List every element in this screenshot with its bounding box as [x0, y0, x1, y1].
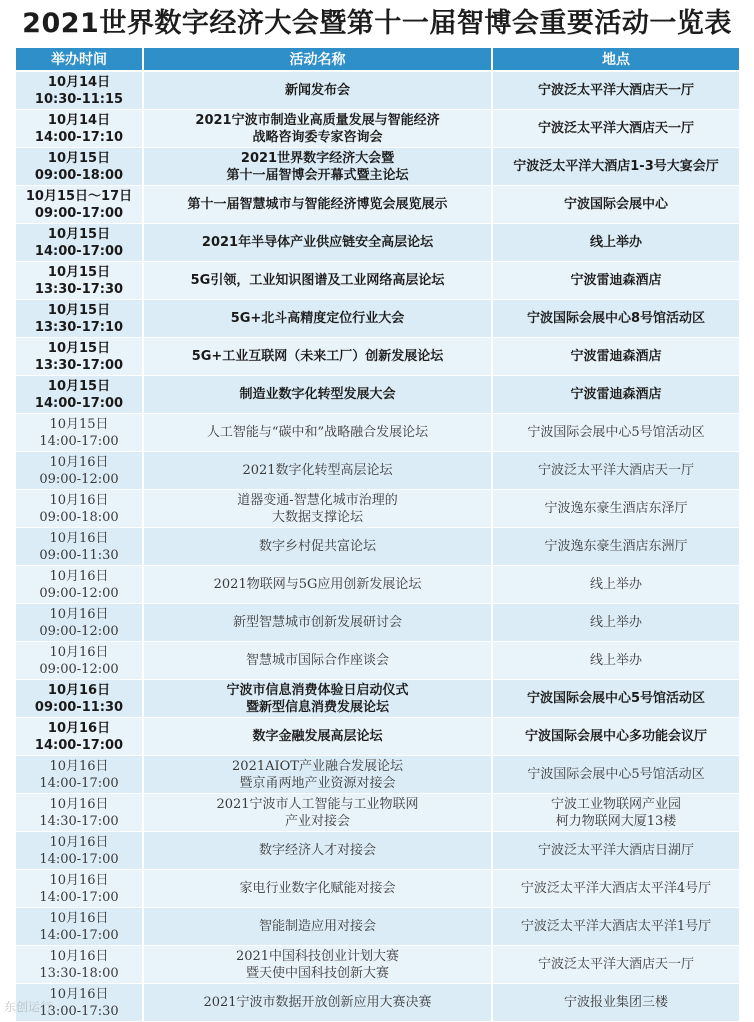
cell-name — [144, 262, 491, 299]
event-time: 14:00-17:00 — [34, 243, 124, 259]
event-name-line1: 数字乡村促共富论坛 — [258, 539, 376, 554]
cell-time — [16, 794, 142, 831]
event-name-line2: 产业对接会 — [284, 813, 350, 829]
event-name-line1: 数字经济人才对接会 — [258, 843, 376, 858]
table-row — [16, 186, 739, 223]
event-time: 09:00-12:00 — [39, 661, 119, 677]
header-time: 举办时间 — [16, 48, 142, 70]
event-name-line2: 暨京甬两地产业资源对接会 — [239, 775, 396, 791]
event-location-line1: 宁波雷迪森酒店 — [570, 387, 662, 402]
cell-time — [16, 566, 142, 603]
event-location-line1: 宁波逸东豪生酒店东泽厅 — [544, 501, 688, 516]
cell-time — [16, 642, 142, 679]
event-name-line1: 数字金融发展高层论坛 — [252, 729, 383, 744]
cell-time — [16, 870, 142, 907]
table-row — [16, 832, 739, 869]
event-time: 13:30-18:00 — [39, 965, 119, 981]
table-row — [16, 110, 739, 147]
event-name-line1: 2021中国科技创业计划大赛 — [235, 948, 400, 964]
event-location-line1: 宁波泛太平洋大酒店太平洋1号厅 — [520, 919, 712, 934]
cell-name — [144, 452, 491, 489]
event-name-line2: 战略咨询委专家咨询会 — [252, 129, 383, 145]
cell-time — [16, 300, 142, 337]
table-row — [16, 566, 739, 603]
page-title: 2021世界数字经济大会暨第十一届智博会重要活动一览表 — [22, 8, 732, 39]
event-location-line1: 宁波雷迪森酒店 — [570, 349, 662, 364]
cell-location — [493, 984, 739, 1021]
cell-location — [493, 604, 739, 641]
event-date: 10月16日 — [49, 606, 109, 622]
event-date: 10月15日 — [47, 150, 111, 166]
event-name-line1: 5G引领，工业知识图谱及工业网络高层论坛 — [190, 273, 445, 288]
event-time: 14:00-17:00 — [39, 927, 119, 943]
cell-location — [493, 338, 739, 375]
cell-time — [16, 718, 142, 755]
cell-location — [493, 756, 739, 793]
event-date: 10月16日 — [49, 910, 109, 926]
cell-time — [16, 490, 142, 527]
cell-location — [493, 832, 739, 869]
event-location-line1: 宁波泛太平洋大酒店天一厅 — [537, 121, 694, 136]
table-row — [16, 870, 739, 907]
event-name-line2: 暨天使中国科技创新大赛 — [245, 965, 389, 981]
event-name-line1: 5G+工业互联网（未来工厂）创新发展论坛 — [191, 349, 444, 364]
event-time: 09:00-11:30 — [39, 547, 119, 563]
event-location-line2: 柯力物联网大厦13楼 — [555, 813, 677, 829]
event-location-line1: 宁波泛太平洋大酒店日湖厅 — [537, 843, 694, 858]
header-name: 活动名称 — [144, 48, 491, 70]
event-location-line1: 线上举办 — [589, 615, 642, 630]
event-location-line1: 宁波国际会展中心5号馆活动区 — [526, 691, 706, 706]
table-row — [16, 148, 739, 185]
table-row — [16, 300, 739, 337]
table-row — [16, 224, 739, 261]
cell-location — [493, 908, 739, 945]
event-date: 10月14日 — [47, 112, 111, 128]
cell-location — [493, 186, 739, 223]
cell-time — [16, 452, 142, 489]
event-date: 10月16日 — [47, 720, 111, 736]
event-name-line1: 2021宁波市数据开放创新应用大赛决赛 — [203, 995, 432, 1010]
cell-time — [16, 110, 142, 147]
event-date: 10月15日 — [47, 302, 111, 318]
event-date: 10月16日 — [49, 492, 109, 508]
event-name-line1: 2021宁波市人工智能与工业物联网 — [216, 796, 419, 812]
cell-location — [493, 224, 739, 261]
table-row — [16, 794, 739, 831]
table-row — [16, 756, 739, 793]
event-time: 09:00-12:00 — [39, 585, 119, 601]
event-name-line1: 人工智能与“碳中和”战略融合发展论坛 — [206, 425, 429, 440]
cell-location — [493, 946, 739, 983]
cell-location — [493, 718, 739, 755]
event-name-line1: 2021AIOT产业融合发展论坛 — [232, 758, 403, 774]
event-location-line1: 线上举办 — [589, 235, 642, 250]
cell-time — [16, 528, 142, 565]
table-row — [16, 452, 739, 489]
cell-time — [16, 604, 142, 641]
cell-name — [144, 376, 491, 413]
event-name-line1: 宁波市信息消费体验日启动仪式 — [226, 682, 409, 698]
cell-name — [144, 414, 491, 451]
cell-name — [144, 300, 491, 337]
event-date: 10月15日 — [47, 264, 111, 280]
table-row — [16, 946, 739, 983]
event-name-line1: 2021年半导体产业供应链安全高层论坛 — [201, 235, 434, 250]
cell-location — [493, 870, 739, 907]
event-date: 10月16日 — [49, 834, 109, 850]
cell-time — [16, 756, 142, 793]
table-row — [16, 642, 739, 679]
event-name-line1: 道器变通-智慧化城市治理的 — [237, 492, 398, 508]
cell-location — [493, 794, 739, 831]
event-time: 09:00-18:00 — [34, 167, 124, 183]
event-date: 10月15日 — [49, 416, 109, 432]
event-name-line1: 制造业数字化转型发展大会 — [239, 387, 396, 402]
event-name-line1: 新型智慧城市创新发展研讨会 — [232, 615, 402, 630]
cell-location — [493, 566, 739, 603]
event-name-line2: 大数据支撑论坛 — [271, 509, 363, 525]
table-row — [16, 490, 739, 527]
event-date: 10月16日 — [49, 530, 109, 546]
event-date: 10月16日 — [49, 758, 109, 774]
event-time: 13:00-17:30 — [39, 1003, 119, 1019]
table-row — [16, 604, 739, 641]
event-name-line1: 智慧城市国际合作座谈会 — [245, 653, 389, 668]
table-row — [16, 338, 739, 375]
cell-location — [493, 642, 739, 679]
event-name-line1: 2021数字化转型高层论坛 — [242, 463, 393, 478]
cell-location — [493, 414, 739, 451]
event-location-line1: 宁波国际会展中心8号馆活动区 — [526, 311, 706, 326]
cell-name — [144, 946, 491, 983]
event-date: 10月14日 — [47, 74, 111, 90]
event-date: 10月16日 — [49, 872, 109, 888]
table-row — [16, 984, 739, 1021]
event-time: 14:00-17:00 — [39, 889, 119, 905]
event-name-line1: 第十一届智慧城市与智能经济博览会展览展示 — [187, 197, 448, 212]
cell-location — [493, 148, 739, 185]
event-location-line1: 宁波逸东豪生酒店东洲厅 — [544, 539, 688, 554]
table-row — [16, 262, 739, 299]
table-row — [16, 718, 739, 755]
cell-location — [493, 376, 739, 413]
event-date: 10月16日 — [49, 568, 109, 584]
cell-name — [144, 148, 491, 185]
event-name-line1: 5G+北斗高精度定位行业大会 — [230, 311, 405, 326]
event-location-line1: 宁波泛太平洋大酒店1-3号大宴会厅 — [513, 159, 719, 174]
event-name-line1: 新闻发布会 — [284, 83, 350, 98]
cell-time — [16, 376, 142, 413]
event-time: 13:30-17:00 — [34, 357, 124, 373]
event-location-line1: 宁波工业物联网产业园 — [550, 796, 681, 812]
event-location-line1: 宁波国际会展中心5号馆活动区 — [527, 767, 705, 782]
cell-name — [144, 186, 491, 223]
cell-name — [144, 72, 491, 109]
event-time: 14:00-17:00 — [34, 395, 124, 411]
event-time: 14:00-17:00 — [39, 433, 119, 449]
event-time: 09:00-17:00 — [34, 205, 124, 221]
cell-time — [16, 338, 142, 375]
cell-location — [493, 490, 739, 527]
cell-name — [144, 794, 491, 831]
cell-time — [16, 224, 142, 261]
cell-location — [493, 300, 739, 337]
event-time: 13:30-17:30 — [34, 281, 124, 297]
table-body — [16, 72, 739, 1021]
cell-time — [16, 908, 142, 945]
cell-name — [144, 528, 491, 565]
cell-name — [144, 338, 491, 375]
event-location-line1: 宁波国际会展中心 — [563, 197, 668, 212]
cell-name — [144, 224, 491, 261]
cell-location — [493, 72, 739, 109]
event-location-line1: 宁波泛太平洋大酒店太平洋4号厅 — [520, 881, 712, 896]
table-row — [16, 72, 739, 109]
table-header — [16, 48, 739, 70]
event-date: 10月16日 — [49, 454, 109, 470]
event-location-line1: 宁波泛太平洋大酒店天一厅 — [537, 83, 694, 98]
event-date: 10月16日 — [49, 948, 109, 964]
event-date: 10月16日 — [47, 682, 111, 698]
cell-name — [144, 604, 491, 641]
cell-time — [16, 946, 142, 983]
event-location-line1: 线上举办 — [589, 653, 642, 668]
watermark: 东创运行 — [4, 1000, 53, 1014]
cell-name — [144, 756, 491, 793]
cell-location — [493, 452, 739, 489]
cell-time — [16, 72, 142, 109]
events-table — [16, 48, 739, 1022]
event-location-line1: 宁波泛太平洋大酒店天一厅 — [537, 957, 694, 972]
event-date: 10月15日 — [47, 378, 111, 394]
event-date: 10月15日～17日 — [25, 188, 133, 204]
cell-time — [16, 148, 142, 185]
cell-name — [144, 680, 491, 717]
cell-name — [144, 870, 491, 907]
event-location-line1: 宁波国际会展中心5号馆活动区 — [527, 425, 705, 440]
header-location: 地点 — [493, 48, 739, 70]
event-time: 13:30-17:10 — [34, 319, 124, 335]
event-date: 10月15日 — [47, 226, 111, 242]
cell-name — [144, 642, 491, 679]
event-time: 14:30-17:00 — [39, 813, 119, 829]
event-name-line1: 2021宁波市制造业高质量发展与智能经济 — [195, 112, 440, 128]
cell-location — [493, 262, 739, 299]
event-name-line1: 家电行业数字化赋能对接会 — [239, 881, 396, 896]
event-name-line1: 2021物联网与5G应用创新发展论坛 — [213, 577, 422, 592]
cell-time — [16, 680, 142, 717]
event-time: 09:00-18:00 — [39, 509, 119, 525]
event-name-line2: 第十一届智博会开幕式暨主论坛 — [226, 167, 409, 183]
event-date: 10月15日 — [47, 340, 111, 356]
cell-name — [144, 984, 491, 1021]
cell-name — [144, 908, 491, 945]
event-time: 09:00-12:00 — [39, 471, 119, 487]
cell-name — [144, 718, 491, 755]
event-location-line1: 宁波国际会展中心多功能会议厅 — [524, 729, 707, 744]
cell-time — [16, 414, 142, 451]
table-row — [16, 680, 739, 717]
table-row — [16, 376, 739, 413]
cell-name — [144, 566, 491, 603]
event-date: 10月16日 — [49, 796, 109, 812]
event-date: 10月16日 — [49, 986, 109, 1002]
table-row — [16, 908, 739, 945]
cell-name — [144, 490, 491, 527]
event-time: 14:00-17:00 — [39, 851, 119, 867]
event-name-line1: 智能制造应用对接会 — [258, 919, 376, 934]
cell-name — [144, 832, 491, 869]
event-date: 10月16日 — [49, 644, 109, 660]
event-name-line1: 2021世界数字经济大会暨 — [240, 150, 395, 166]
event-time: 09:00-11:30 — [34, 699, 124, 715]
event-location-line1: 宁波泛太平洋大酒店天一厅 — [537, 463, 694, 478]
table-row — [16, 414, 739, 451]
event-location-line1: 宁波雷迪森酒店 — [570, 273, 662, 288]
cell-location — [493, 110, 739, 147]
event-time: 14:00-17:00 — [34, 737, 124, 753]
event-location-line1: 线上举办 — [589, 577, 642, 592]
cell-time — [16, 262, 142, 299]
cell-location — [493, 680, 739, 717]
cell-name — [144, 110, 491, 147]
cell-time — [16, 186, 142, 223]
event-name-line2: 暨新型信息消费发展论坛 — [245, 699, 389, 715]
event-time: 09:00-12:00 — [39, 623, 119, 639]
table-row — [16, 528, 739, 565]
event-time: 14:00-17:10 — [34, 129, 124, 145]
event-location-line1: 宁波报业集团三楼 — [563, 995, 668, 1010]
event-time: 10:30-11:15 — [34, 91, 124, 107]
cell-location — [493, 528, 739, 565]
event-time: 14:00-17:00 — [39, 775, 119, 791]
cell-time — [16, 832, 142, 869]
